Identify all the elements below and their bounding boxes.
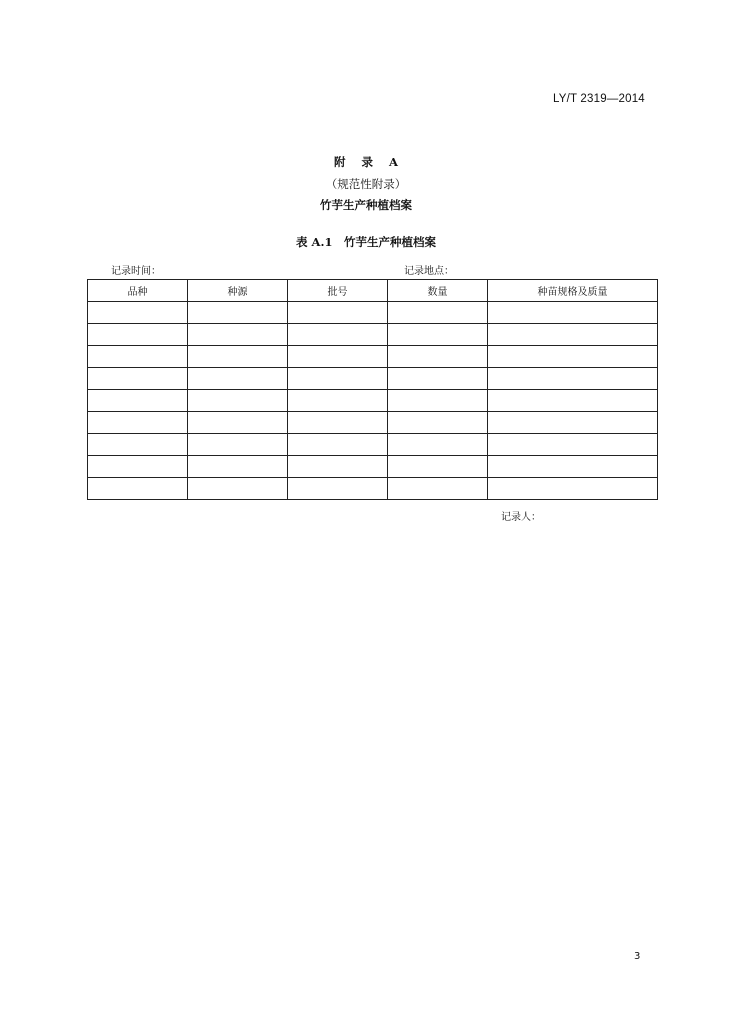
table-caption: 表 A.1 竹芋生产种植档案 xyxy=(296,235,436,249)
table-cell xyxy=(188,324,288,346)
table-cell xyxy=(88,390,188,412)
table-cell xyxy=(188,346,288,368)
column-header-variety: 品种 xyxy=(88,280,188,302)
column-header-batch: 批号 xyxy=(288,280,388,302)
table-cell xyxy=(188,390,288,412)
table-cell xyxy=(288,434,388,456)
table-row xyxy=(88,412,658,434)
table-cell xyxy=(188,456,288,478)
table-cell xyxy=(188,412,288,434)
table-cell xyxy=(388,302,488,324)
table-cell xyxy=(188,302,288,324)
column-header-seedling-spec: 种苗规格及质量 xyxy=(488,280,658,302)
appendix-title: 竹芋生产种植档案 xyxy=(320,198,412,212)
table-cell xyxy=(288,412,388,434)
table-cell xyxy=(288,302,388,324)
table-cell xyxy=(388,478,488,500)
table-cell xyxy=(488,434,658,456)
table-cell xyxy=(288,324,388,346)
recorder-label: 记录人： xyxy=(501,512,541,523)
table-cell xyxy=(188,434,288,456)
table-cell xyxy=(288,368,388,390)
table-cell xyxy=(88,346,188,368)
table-cell xyxy=(388,368,488,390)
table-cell xyxy=(388,456,488,478)
table-cell xyxy=(488,346,658,368)
table-cell xyxy=(488,478,658,500)
table-cell xyxy=(488,412,658,434)
record-time-label: 记录时间： xyxy=(111,266,161,277)
appendix-label xyxy=(0,154,732,170)
table-cell xyxy=(488,324,658,346)
standard-code: LY/T 2319—2014 xyxy=(553,93,645,105)
table-cell xyxy=(288,390,388,412)
table-cell xyxy=(88,434,188,456)
column-header-quantity: 数量 xyxy=(388,280,488,302)
table-row xyxy=(88,478,658,500)
table-cell xyxy=(88,412,188,434)
appendix-label-part2: 录 xyxy=(361,155,374,169)
table-row xyxy=(88,390,658,412)
table-cell xyxy=(188,368,288,390)
page-number: 3 xyxy=(634,951,641,962)
table-row xyxy=(88,346,658,368)
table-cell xyxy=(188,478,288,500)
table-row xyxy=(88,324,658,346)
table-cell xyxy=(488,368,658,390)
table-row xyxy=(88,368,658,390)
column-header-source: 种源 xyxy=(188,280,288,302)
table-cell xyxy=(388,412,488,434)
appendix-label-letter: A xyxy=(389,155,398,169)
table-cell xyxy=(488,390,658,412)
normative-note: （规范性附录） xyxy=(325,177,407,191)
planting-archive-table xyxy=(87,279,658,500)
table-cell xyxy=(88,456,188,478)
table-cell xyxy=(288,478,388,500)
table-cell xyxy=(488,456,658,478)
table-cell xyxy=(88,368,188,390)
table-cell xyxy=(88,302,188,324)
table-cell xyxy=(388,434,488,456)
table-cell xyxy=(388,346,488,368)
table-cell xyxy=(288,346,388,368)
table-cell xyxy=(88,478,188,500)
table-header-row xyxy=(88,280,658,302)
table-cell xyxy=(388,390,488,412)
table-cell xyxy=(88,324,188,346)
table-cell xyxy=(388,324,488,346)
table-row xyxy=(88,302,658,324)
record-place-label: 记录地点： xyxy=(404,266,454,277)
table-cell xyxy=(488,302,658,324)
appendix-label-part1: 附 xyxy=(334,155,346,169)
table-cell xyxy=(288,456,388,478)
table-row xyxy=(88,434,658,456)
table-row xyxy=(88,456,658,478)
